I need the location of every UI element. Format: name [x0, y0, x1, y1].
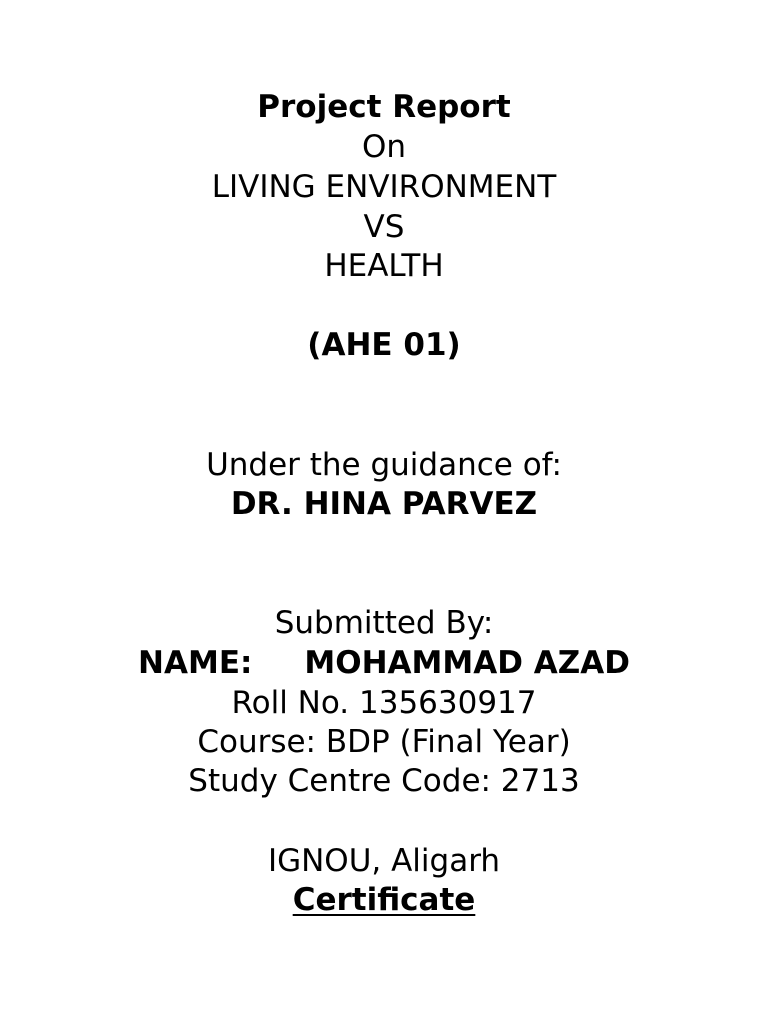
study-centre-code: Study Centre Code: 2713 — [188, 763, 580, 799]
certificate-heading: Certificate — [292, 882, 476, 918]
certificate-heading-wrap — [0, 880, 768, 920]
guide-name: DR. HINA PARVEZ — [230, 486, 538, 522]
guidance-label: Under the guidance of: — [206, 447, 562, 483]
roll-number: Roll No. 135630917 — [231, 685, 537, 721]
report-title: Project Report — [257, 89, 511, 125]
on-label: On — [361, 129, 407, 165]
institution: IGNOU, Aligarh — [267, 843, 501, 879]
course-code: (AHE 01) — [307, 327, 461, 363]
name-label: NAME: — [138, 645, 253, 681]
course-info: Course: BDP (Final Year) — [197, 724, 571, 760]
topic-line-1: LIVING ENVIRONMENT — [211, 169, 557, 205]
student-name: MOHAMMAD AZAD — [304, 645, 630, 681]
topic-line-2: VS — [363, 209, 405, 245]
submitted-by-label: Submitted By: — [274, 605, 494, 641]
topic-line-3: HEALTH — [324, 248, 444, 284]
student-name-row — [0, 643, 768, 683]
